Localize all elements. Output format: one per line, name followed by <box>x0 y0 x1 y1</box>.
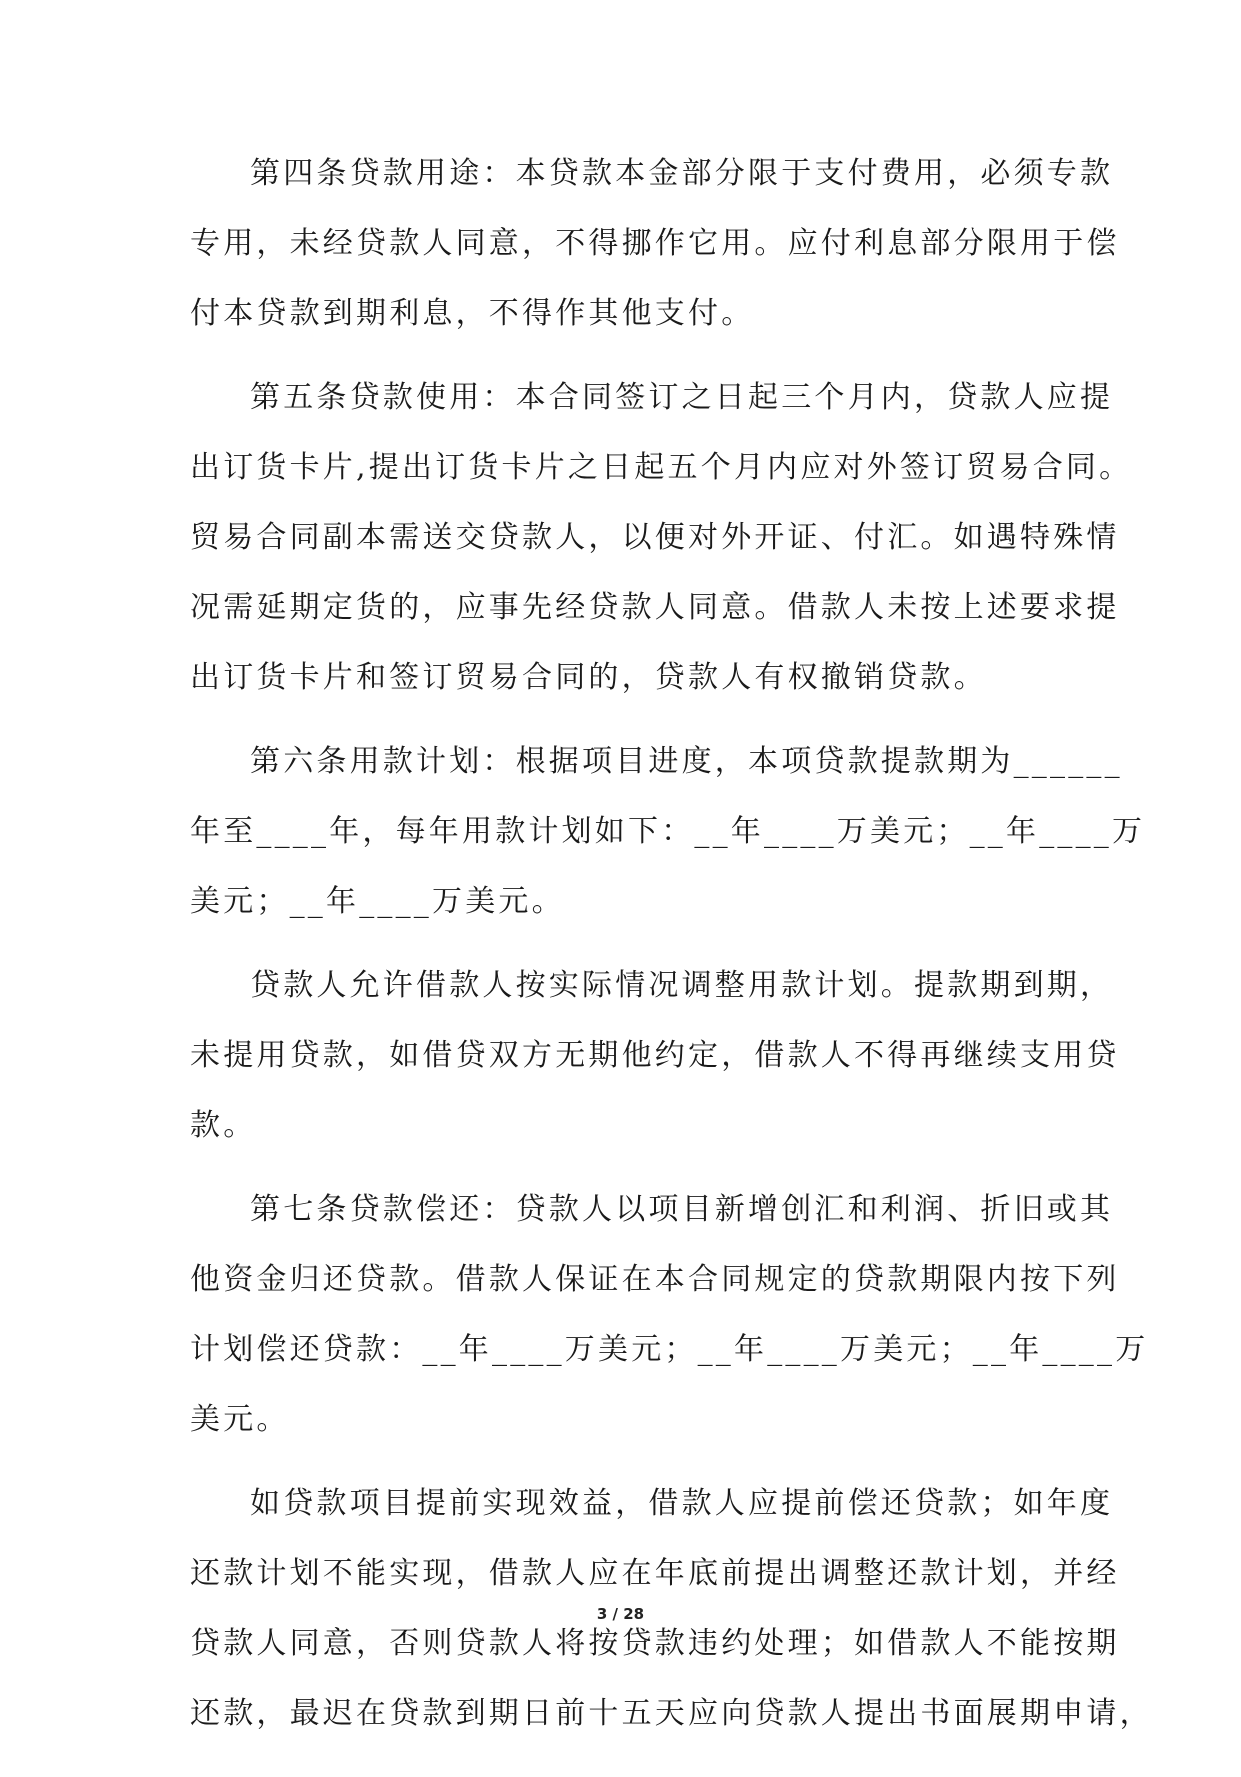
paragraph-article-4 <box>190 153 1120 363</box>
document-body <box>190 153 1153 1777</box>
paragraph-line: 付本贷款到期利息，不得作其他支付。 <box>190 296 755 331</box>
paragraph-line: 如贷款项目提前实现效益，借款人应提前偿还贷款；如年度 <box>250 1486 1114 1521</box>
paragraph-line: 款。 <box>190 1108 257 1143</box>
paragraph-line: 第四条贷款用途：本贷款本金部分限于支付费用，必须专款 <box>250 156 1114 191</box>
paragraph-line: 计划偿还贷款：__年____万美元；__年____万美元；__年____万 <box>190 1332 1149 1367</box>
paragraph-line: 出订货卡片和签订贸易合同的，贷款人有权撤销贷款。 <box>190 660 987 695</box>
paragraph-line: 未提用贷款，如借贷双方无期他约定，借款人不得再继续支用贷 <box>190 1038 1120 1073</box>
page-number: 3 / 28 <box>596 1605 645 1623</box>
paragraph-line: 出订货卡片,提出订货卡片之日起五个月内应对外签订贸易合同。 <box>190 450 1133 485</box>
paragraph-line: 他资金归还贷款。借款人保证在本合同规定的贷款期限内按下列 <box>190 1262 1120 1297</box>
paragraph-line: 美元。 <box>190 1402 290 1437</box>
paragraph-line: 贸易合同副本需送交贷款人，以便对外开证、付汇。如遇特殊情 <box>190 520 1120 555</box>
paragraph-line: 第六条用款计划：根据项目进度，本项贷款提款期为______ <box>250 744 1123 779</box>
paragraph-article-6-adjustment <box>190 965 1120 1175</box>
paragraph-line: 专用，未经贷款人同意，不得挪作它用。应付利息部分限用于偿 <box>190 226 1120 261</box>
paragraph-article-7 <box>190 1189 1149 1469</box>
paragraph-article-6 <box>190 741 1146 951</box>
paragraph-article-5 <box>190 377 1133 727</box>
paragraph-line: 第七条贷款偿还：贷款人以项目新增创汇和利润、折旧或其 <box>250 1192 1114 1227</box>
paragraph-line: 第五条贷款使用：本合同签订之日起三个月内，贷款人应提 <box>250 380 1114 415</box>
paragraph-line: 况需延期定货的，应事先经贷款人同意。借款人未按上述要求提 <box>190 590 1120 625</box>
paragraph-line: 还款，最迟在贷款到期日前十五天应向贷款人提出书面展期申请， <box>190 1696 1153 1731</box>
paragraph-line: 年至____年，每年用款计划如下：__年____万美元；__年____万 <box>190 814 1146 849</box>
paragraph-line: 还款计划不能实现，借款人应在年底前提出调整还款计划，并经 <box>190 1556 1120 1591</box>
paragraph-line: 美元；__年____万美元。 <box>190 884 565 919</box>
paragraph-article-7-early-repayment <box>190 1483 1153 1763</box>
paragraph-line: 贷款人同意，否则贷款人将按贷款违约处理；如借款人不能按期 <box>190 1626 1120 1661</box>
paragraph-line: 贷款人允许借款人按实际情况调整用款计划。提款期到期， <box>250 968 1114 1003</box>
